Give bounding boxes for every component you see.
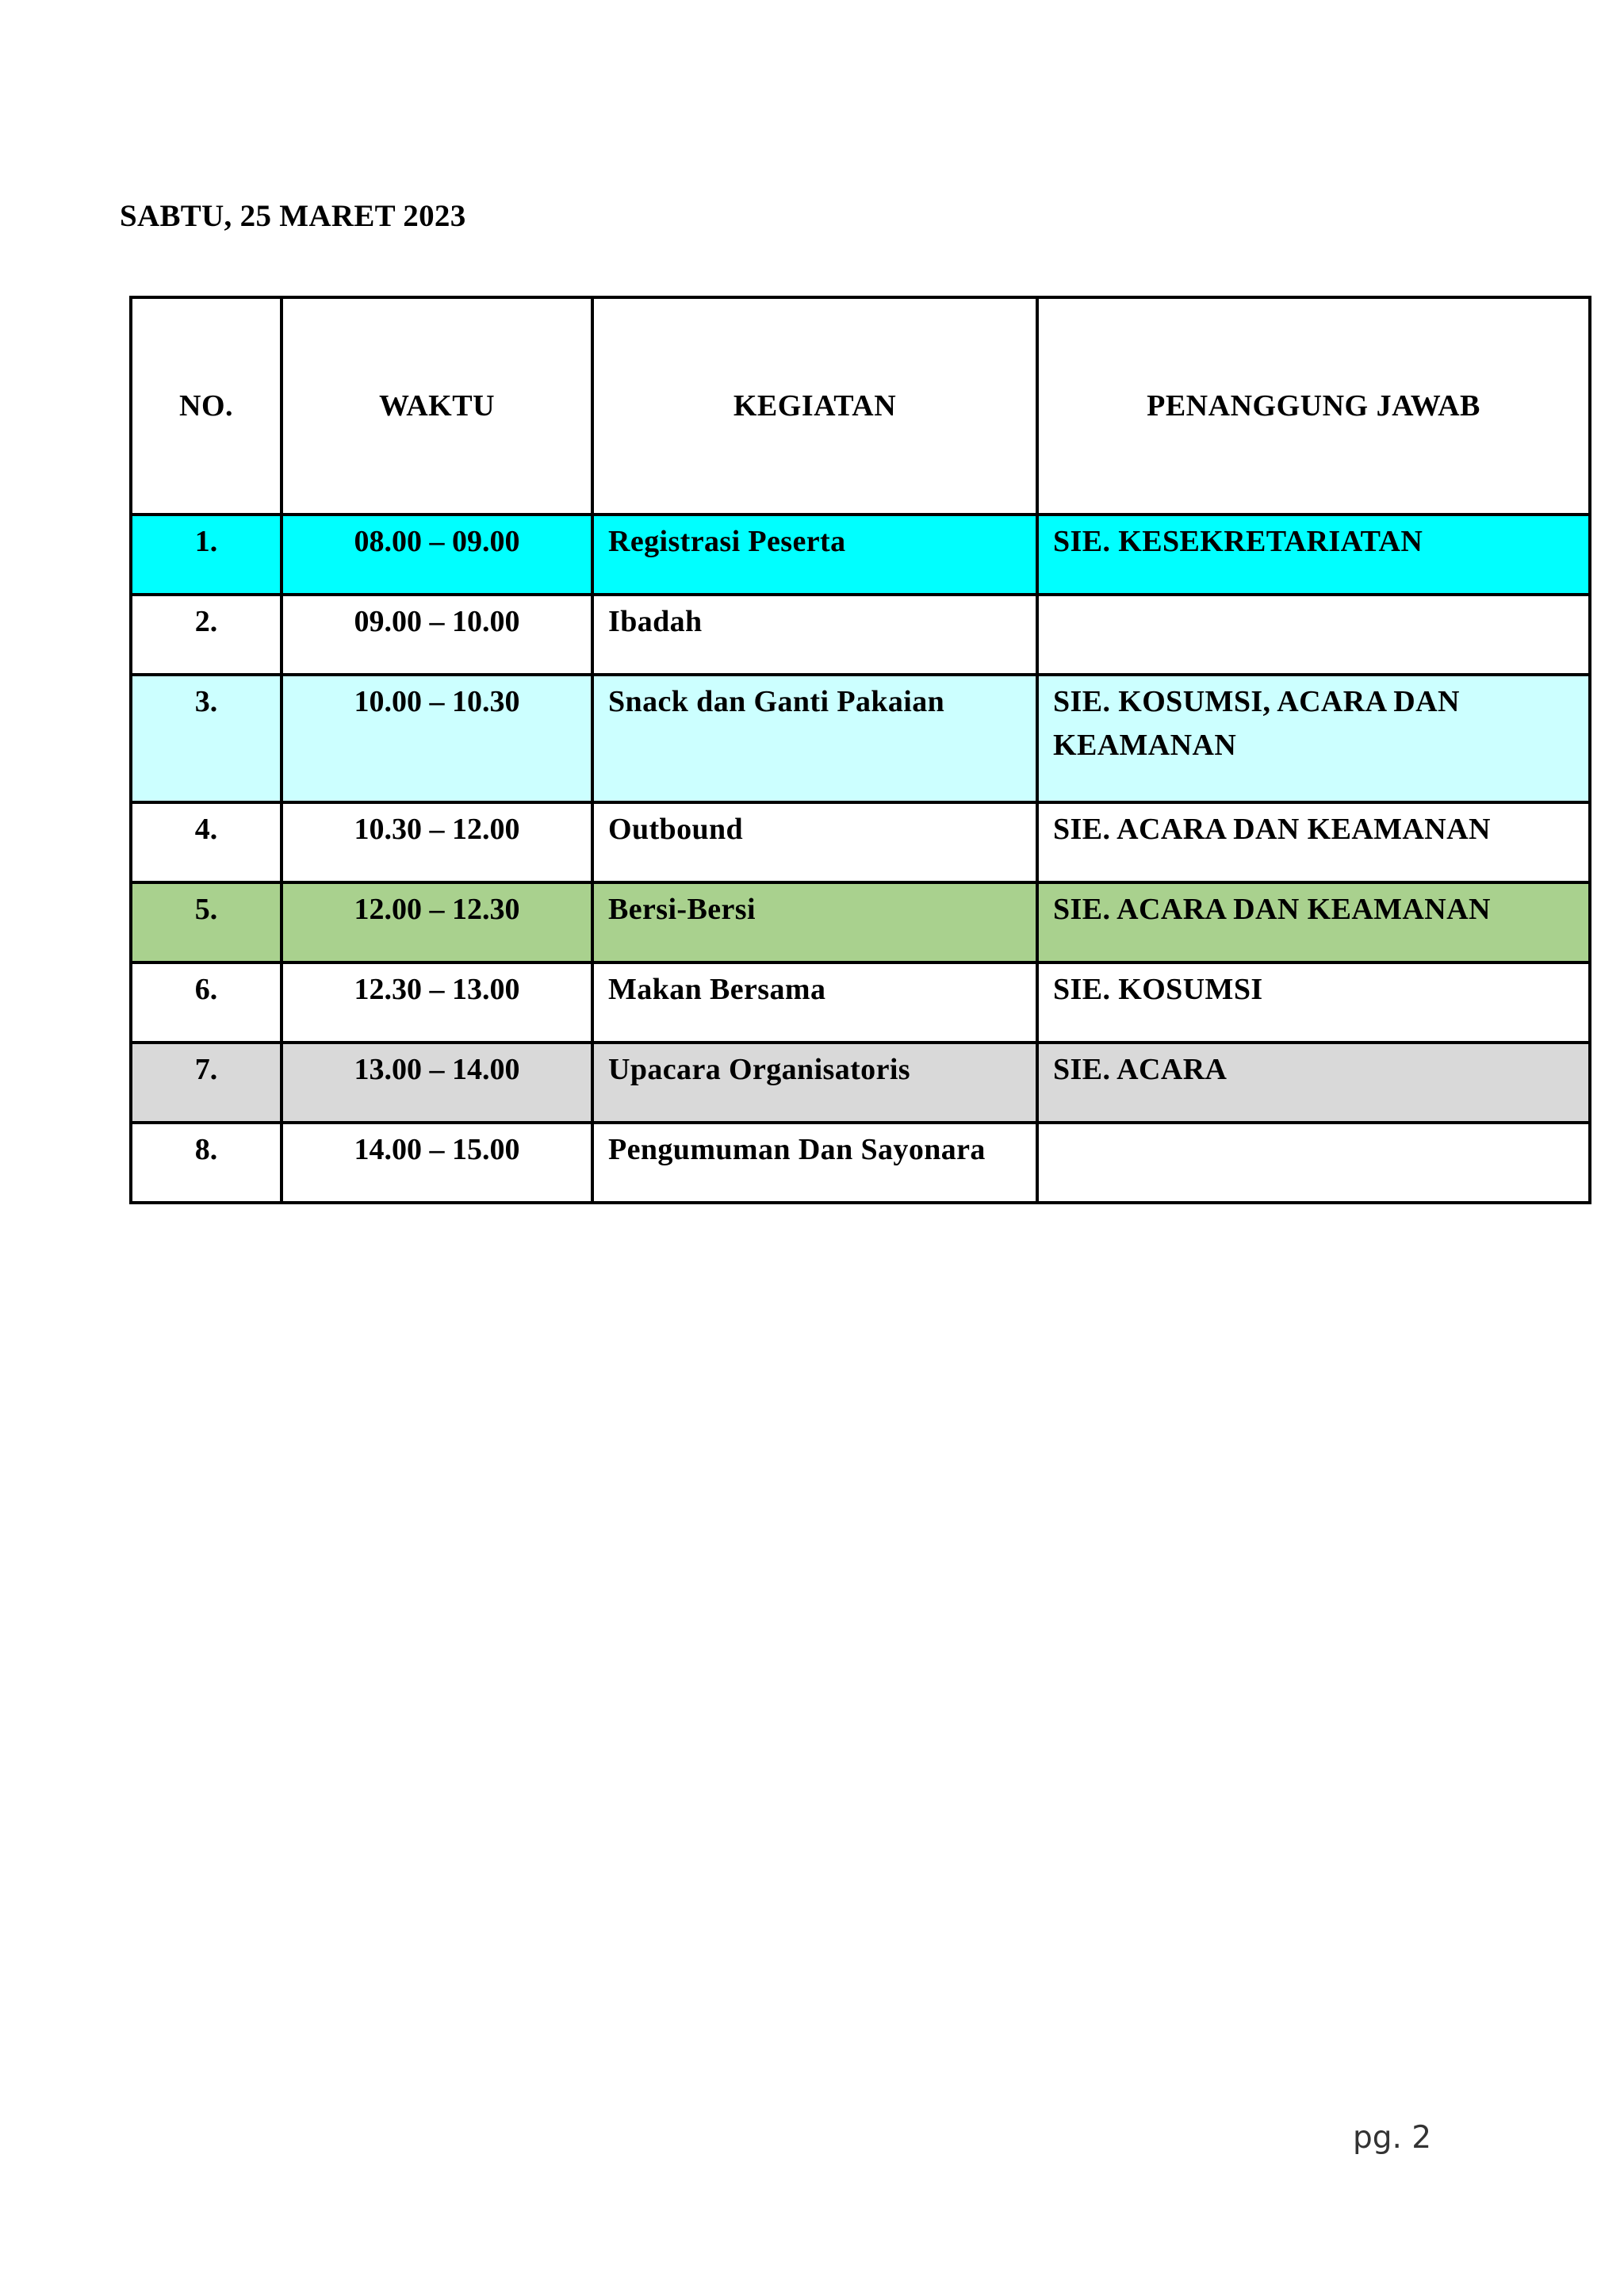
row-time: 12.30 – 13.00 — [282, 962, 592, 1043]
row-pic: SIE. ACARA DAN KEAMANAN — [1037, 882, 1590, 962]
header-no: NO. — [131, 297, 282, 515]
schedule-table — [129, 296, 1591, 1204]
row-pic: SIE. ACARA DAN KEAMANAN — [1037, 802, 1590, 882]
row-time: 10.00 – 10.30 — [282, 675, 592, 802]
table-header-row — [131, 297, 1590, 515]
row-time: 10.30 – 12.00 — [282, 802, 592, 882]
row-activity: Snack dan Ganti Pakaian — [592, 675, 1037, 802]
table-row — [131, 1123, 1590, 1203]
header-time: WAKTU — [282, 297, 592, 515]
row-activity: Outbound — [592, 802, 1037, 882]
row-time: 13.00 – 14.00 — [282, 1043, 592, 1123]
row-activity: Pengumuman Dan Sayonara — [592, 1123, 1037, 1203]
row-activity: Makan Bersama — [592, 962, 1037, 1043]
page-number: pg. 2 — [1353, 2120, 1432, 2156]
table-row — [131, 675, 1590, 802]
table-row — [131, 1043, 1590, 1123]
table-row — [131, 515, 1590, 595]
row-pic: SIE. KOSUMSI, ACARA DAN KEAMANAN — [1037, 675, 1590, 802]
row-activity: Upacara Organisatoris — [592, 1043, 1037, 1123]
table-row — [131, 595, 1590, 675]
row-pic: SIE. KOSUMSI — [1037, 962, 1590, 1043]
row-number: 8. — [131, 1123, 282, 1203]
date-heading: SABTU, 25 MARET 2023 — [120, 199, 466, 233]
row-pic — [1037, 1123, 1590, 1203]
header-activity: KEGIATAN — [592, 297, 1037, 515]
row-activity: Ibadah — [592, 595, 1037, 675]
row-time: 12.00 – 12.30 — [282, 882, 592, 962]
row-time: 08.00 – 09.00 — [282, 515, 592, 595]
row-number: 7. — [131, 1043, 282, 1123]
row-time: 14.00 – 15.00 — [282, 1123, 592, 1203]
row-number: 1. — [131, 515, 282, 595]
row-time: 09.00 – 10.00 — [282, 595, 592, 675]
row-number: 2. — [131, 595, 282, 675]
row-activity: Registrasi Peserta — [592, 515, 1037, 595]
row-activity: Bersi-Bersi — [592, 882, 1037, 962]
row-number: 6. — [131, 962, 282, 1043]
table-row — [131, 962, 1590, 1043]
header-pic: PENANGGUNG JAWAB — [1037, 297, 1590, 515]
row-pic: SIE. KESEKRETARIATAN — [1037, 515, 1590, 595]
row-number: 5. — [131, 882, 282, 962]
row-pic: SIE. ACARA — [1037, 1043, 1590, 1123]
table-row — [131, 882, 1590, 962]
table-row — [131, 802, 1590, 882]
row-pic — [1037, 595, 1590, 675]
row-number: 3. — [131, 675, 282, 802]
row-number: 4. — [131, 802, 282, 882]
